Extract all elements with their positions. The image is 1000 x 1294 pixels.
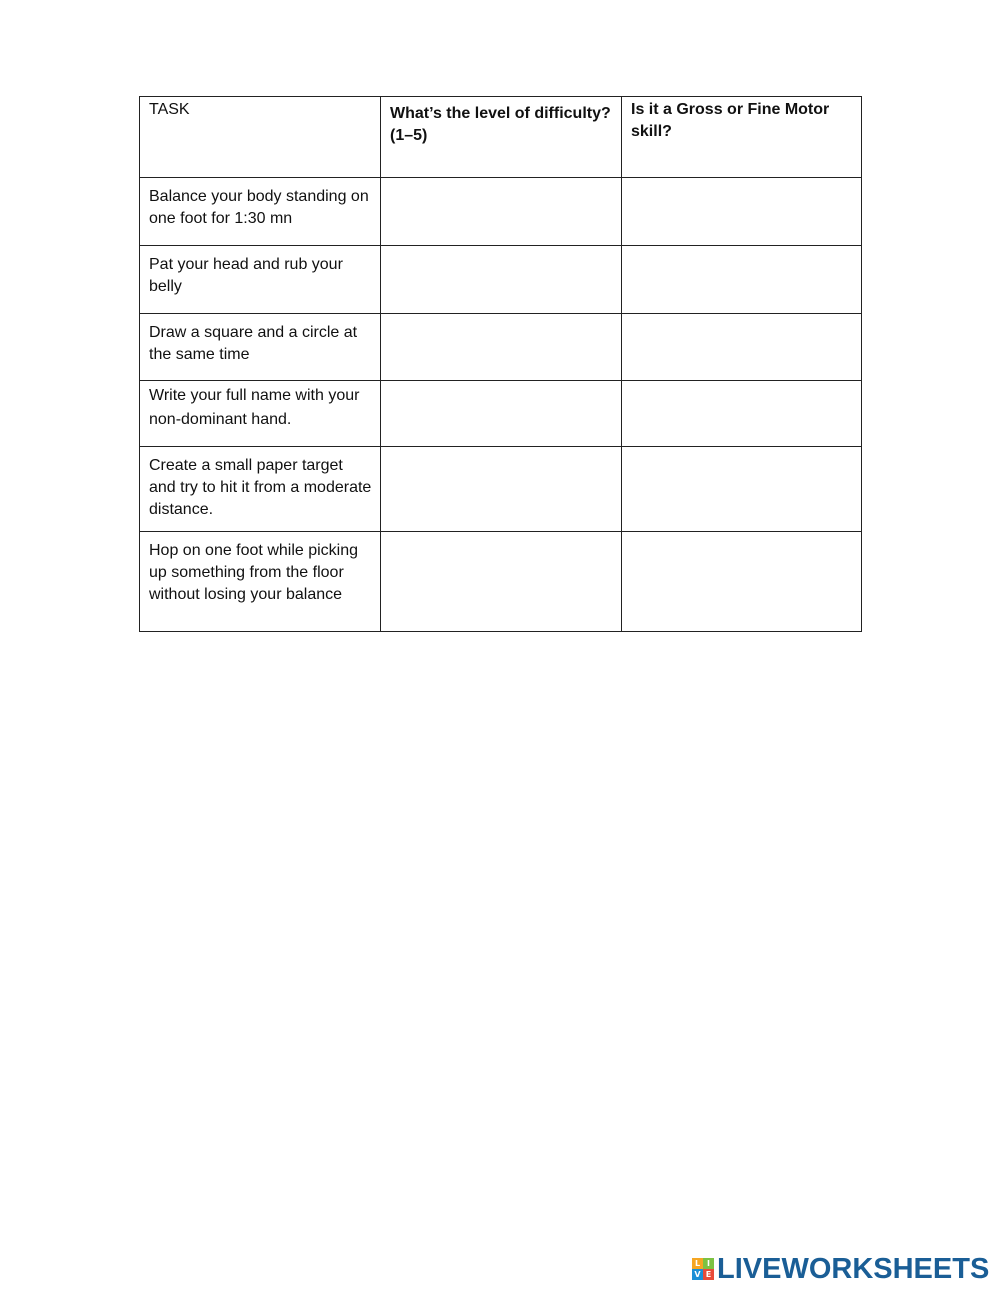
liveworksheets-brand [692, 1254, 989, 1284]
table-row [140, 532, 862, 632]
liveworksheets-logo-icon [692, 1258, 714, 1280]
worksheet-table [139, 96, 862, 632]
difficulty-answer-field[interactable] [381, 447, 622, 532]
task-cell: Write your full name with your non-dominant hand. [140, 381, 381, 447]
logo-letter-e: E [703, 1269, 714, 1280]
task-cell: Draw a square and a circle at the same time [140, 314, 381, 381]
logo-letter-i: I [703, 1258, 714, 1269]
difficulty-answer-field[interactable] [381, 178, 622, 246]
task-cell: Hop on one foot while picking up something from the floor without losing your balance [140, 532, 381, 632]
table-row [140, 314, 862, 381]
motor-skill-answer-field[interactable] [622, 381, 862, 447]
motor-skill-answer-field[interactable] [622, 178, 862, 246]
difficulty-answer-field[interactable] [381, 381, 622, 447]
difficulty-answer-field[interactable] [381, 246, 622, 314]
difficulty-answer-field[interactable] [381, 532, 622, 632]
motor-skill-answer-field[interactable] [622, 447, 862, 532]
header-task: TASK [140, 97, 381, 178]
difficulty-answer-field[interactable] [381, 314, 622, 381]
header-motor-skill: Is it a Gross or Fine Motor skill? [622, 97, 862, 178]
table-row [140, 381, 862, 447]
header-difficulty-level: What’s the level of difficulty? (1–5) [381, 97, 622, 178]
motor-skill-answer-field[interactable] [622, 246, 862, 314]
logo-letter-l: L [692, 1258, 703, 1269]
task-cell: Create a small paper target and try to hit it from a moderate distance. [140, 447, 381, 532]
table-row [140, 447, 862, 532]
table-row [140, 178, 862, 246]
table-header-row [140, 97, 862, 178]
brand-wordmark: LIVEWORKSHEETS [717, 1253, 990, 1285]
task-cell: Balance your body standing on one foot for 1:30 mn [140, 178, 381, 246]
logo-letter-v: V [692, 1269, 703, 1280]
motor-skill-answer-field[interactable] [622, 314, 862, 381]
task-cell: Pat your head and rub your belly [140, 246, 381, 314]
table-row [140, 246, 862, 314]
motor-skill-answer-field[interactable] [622, 532, 862, 632]
